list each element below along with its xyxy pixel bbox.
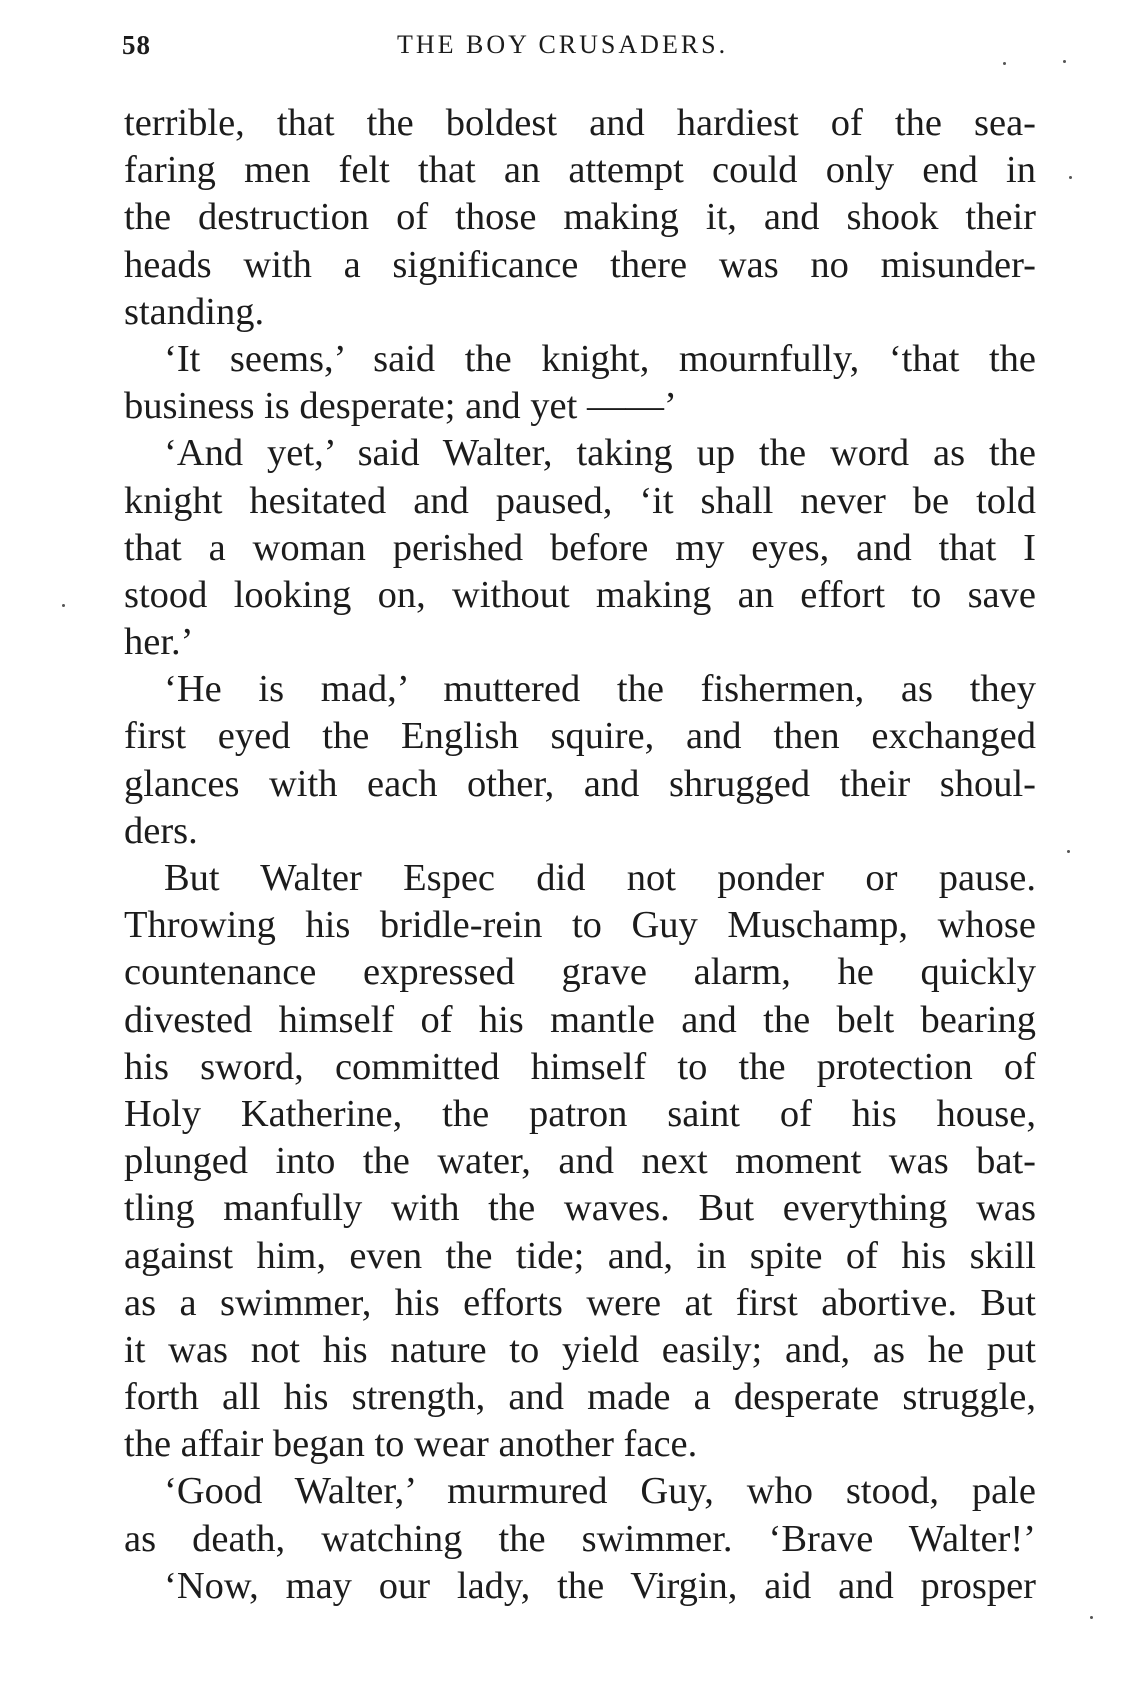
text-line: against him, even the tide; and, in spite of his skill xyxy=(124,1234,1036,1277)
text-line: But Walter Espec did not ponder or pause. xyxy=(164,857,1036,899)
text-line: ‘And yet,’ said Walter, taking up the word as the xyxy=(164,432,1036,475)
text-line: standing. xyxy=(124,290,265,333)
text-line: business is desperate; and yet ——’ xyxy=(124,385,677,428)
running-head xyxy=(122,30,1032,70)
text-line: the affair began to wear another face. xyxy=(124,1423,698,1466)
text-line: ‘It seems,’ said the knight, mournfully, ‘that the xyxy=(164,337,1036,380)
running-title: THE BOY CRUSADERS. xyxy=(397,30,729,59)
text-line: heads with a significance there was no misunder- xyxy=(124,243,1036,286)
text-line: Throwing his bridle-rein to Guy Muschamp, whose xyxy=(124,904,1036,947)
text-line: that a woman perished before my eyes, and that I xyxy=(124,526,1036,569)
text-line: forth all his strength, and made a desperate struggle, xyxy=(124,1376,1036,1419)
text-line: divested himself of his mantle and the belt bearing xyxy=(124,998,1036,1041)
print-speck xyxy=(62,604,65,607)
text-line: ders. xyxy=(124,809,198,852)
text-line: Holy Katherine, the patron saint of his house, xyxy=(124,1092,1036,1135)
text-line: first eyed the English squire, and then exchanged xyxy=(124,715,1036,758)
text-line: faring men felt that an attempt could only end in xyxy=(124,149,1036,192)
print-speck xyxy=(1063,60,1066,63)
text-line: countenance expressed grave alarm, he quickly xyxy=(124,951,1036,994)
text-line: ‘He is mad,’ muttered the fishermen, as they xyxy=(164,668,1036,711)
print-speck xyxy=(1067,850,1070,853)
text-line: her.’ xyxy=(124,621,194,664)
print-speck xyxy=(1069,176,1072,179)
page-number: 58 xyxy=(122,30,151,60)
body-text xyxy=(124,100,1036,1610)
text-line: ‘Now, may our lady, the Virgin, aid and prosper xyxy=(164,1564,1036,1607)
text-line: glances with each other, and shrugged their shoul- xyxy=(124,762,1036,805)
text-line: the destruction of those making it, and shook their xyxy=(124,196,1036,239)
text-line: ‘Good Walter,’ murmured Guy, who stood, pale xyxy=(164,1470,1036,1513)
text-line: his sword, committed himself to the protection of xyxy=(124,1045,1036,1088)
print-speck xyxy=(1090,1616,1093,1619)
text-line: as death, watching the swimmer. ‘Brave Walter!’ xyxy=(124,1517,1036,1560)
print-speck xyxy=(1003,62,1006,65)
text-line: stood looking on, without making an effort to save xyxy=(124,573,1036,616)
text-line: it was not his nature to yield easily; and, as he put xyxy=(124,1328,1036,1371)
text-line: as a swimmer, his efforts were at first abortive. But xyxy=(124,1281,1036,1324)
text-line: tling manfully with the waves. But everything was xyxy=(124,1187,1036,1230)
text-line: knight hesitated and paused, ‘it shall never be told xyxy=(124,479,1036,522)
text-line: plunged into the water, and next moment was bat- xyxy=(124,1140,1036,1183)
text-line: terrible, that the boldest and hardiest of the sea- xyxy=(124,102,1036,144)
